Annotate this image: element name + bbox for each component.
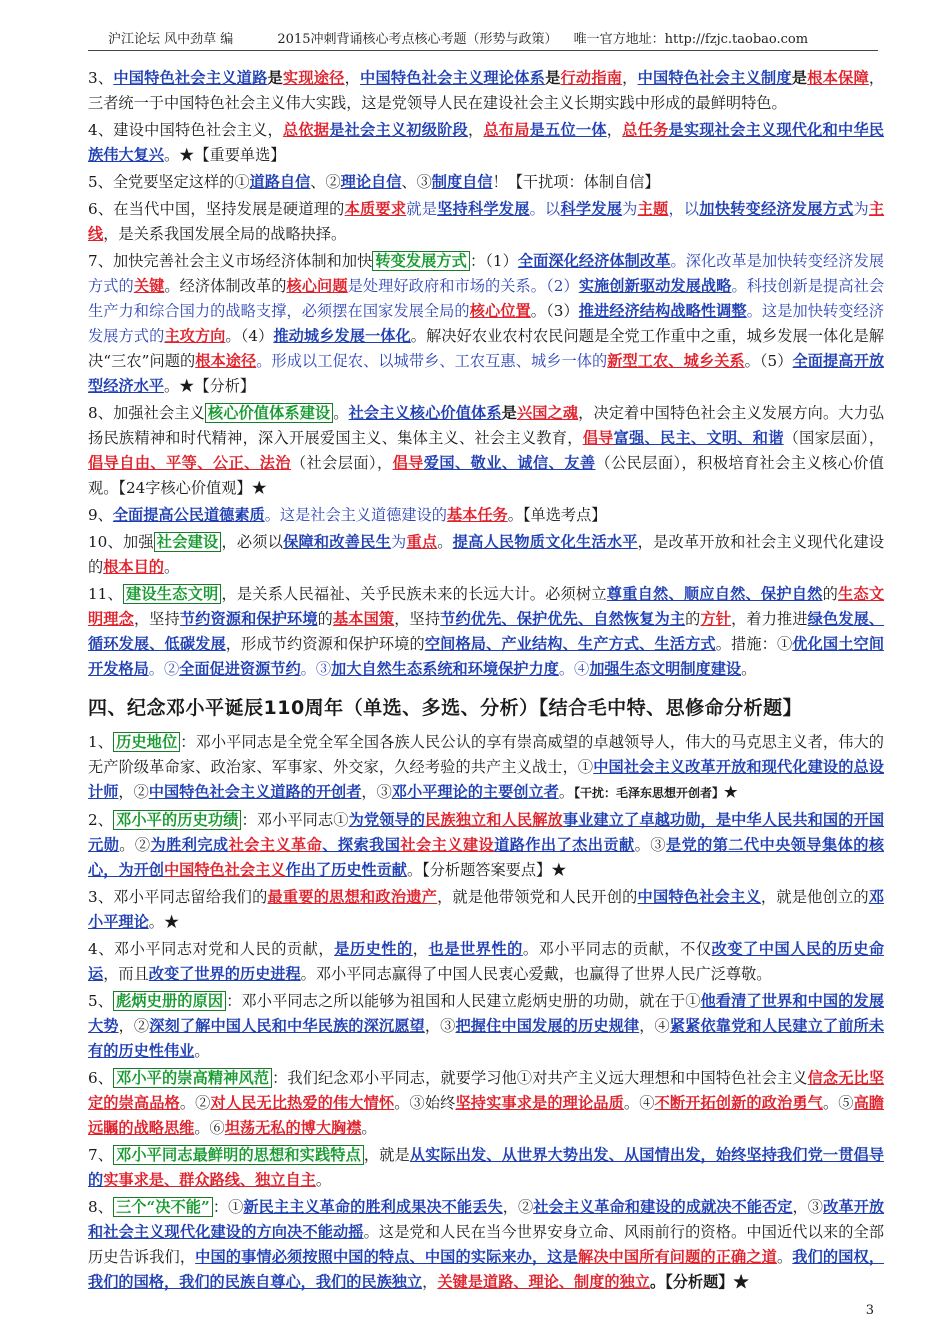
text-run: 全面提高开放型经济水平 bbox=[88, 352, 885, 395]
text-run: ★ bbox=[724, 783, 738, 801]
text-run: 。（5） bbox=[744, 352, 793, 370]
text-run: 。 bbox=[194, 1042, 210, 1060]
text-run: 的 bbox=[822, 585, 839, 603]
text-run: 2、 bbox=[88, 811, 114, 829]
text-run: 是 bbox=[501, 404, 517, 422]
text-run: 事业建立了卓越功勋，是中华人民共和国的开国元勋 bbox=[88, 811, 885, 854]
text-run: 节约优先、保护优先、自然恢复为主 bbox=[440, 610, 686, 628]
text-run: 生态文明理念 bbox=[88, 585, 885, 628]
text-run: 。★【分析】 bbox=[163, 377, 256, 395]
text-run: 最重要的思想和政治遗产 bbox=[267, 888, 438, 906]
boxed-keyword: 历史地位 bbox=[113, 732, 180, 752]
boxed-keyword: 核心价值体系建设 bbox=[205, 403, 333, 423]
text-run: 是 bbox=[545, 69, 561, 87]
text-run: 。④ bbox=[558, 660, 590, 678]
text-run: ，坚持 bbox=[394, 610, 441, 628]
text-run: 重点 bbox=[406, 533, 438, 551]
text-run: （国家层面）， bbox=[783, 429, 885, 447]
text-run: 保障和改善民生 bbox=[283, 533, 392, 551]
text-run: 主线 bbox=[88, 200, 885, 243]
text-run: 为胜利完成 bbox=[150, 836, 229, 854]
text-run: 。经济体制改革的 bbox=[164, 277, 287, 295]
text-run: 主题 bbox=[637, 200, 669, 218]
item-7 bbox=[88, 1143, 884, 1193]
text-run: 根本途径 bbox=[195, 352, 257, 370]
text-run: ：邓小平同志之所以能够为祖国和人民建立彪炳史册的功勋，就在于① bbox=[226, 992, 701, 1010]
text-run: 推动城乡发展一体化 bbox=[273, 327, 411, 345]
text-run: ，② bbox=[118, 1017, 150, 1035]
text-run: ，坚持 bbox=[133, 610, 180, 628]
text-run: 。【分析题】★ bbox=[649, 1273, 749, 1291]
text-run: 坚持实事求是的理论品质 bbox=[455, 1094, 624, 1112]
item-8 bbox=[88, 1195, 884, 1295]
text-run: 尊重自然、顺应自然、保护自然 bbox=[606, 585, 823, 603]
text-run: 。⑤ bbox=[822, 1094, 854, 1112]
text-run: 中国的事情必须按照中国的特点、中国的实际来办，这是 bbox=[195, 1248, 578, 1266]
text-run: 主攻方向 bbox=[164, 327, 226, 345]
text-run: 科学发展 bbox=[560, 200, 623, 218]
text-run: 7、 bbox=[88, 1146, 114, 1164]
text-run: 总依据 bbox=[282, 121, 330, 139]
text-run: 加大自然生态系统和环境保护力度 bbox=[331, 660, 559, 678]
text-run: 。这是社会主义道德建设的 bbox=[264, 506, 447, 524]
text-run: 。解决好农业农村农民问题是全党工作重中之重，城乡发展一体化是解决“三农”问题的 bbox=[88, 327, 885, 370]
section-heading: 四、纪念邓小平诞辰110周年（单选、多选、分析）【结合毛中特、思修命分析题】 bbox=[88, 697, 803, 719]
text-run: 是处理好政府和市场的关系。（2） bbox=[347, 277, 579, 295]
text-run: 。【单选考点】 bbox=[507, 506, 607, 524]
text-run: ：邓小平同志是全党全军全国各族人民公认的享有崇高威望的卓越领导人，伟大的马克思主义者，伟大的无产阶级革命家、政治家、军事家、外交家，久经考验的共产主义战士，① bbox=[88, 733, 884, 776]
text-run: ，三者统一于中国特色社会主义伟大实践，这是党领导人民在建设社会主义长期实践中形成的最鲜明特色。 bbox=[88, 69, 885, 112]
text-run: 富强、民主、文明、和谐 bbox=[613, 429, 784, 447]
text-run: 民族独立和人民解放 bbox=[425, 811, 563, 829]
paragraph-6 bbox=[88, 197, 884, 247]
boxed-keyword: 三个“决不能” bbox=[113, 1197, 213, 1217]
text-run: 。③ bbox=[634, 836, 666, 854]
text-run: 绿色发展、循环发展、低碳发展 bbox=[88, 610, 885, 653]
text-run: 6、 bbox=[88, 1069, 114, 1087]
text-run: 4、建设中国特色社会主义， bbox=[88, 121, 283, 139]
text-run: 总布局 bbox=[483, 121, 530, 139]
text-run: ：邓小平同志① bbox=[241, 811, 349, 829]
text-run: 是实现社会主义现代化和中华民族伟大复兴 bbox=[88, 121, 885, 164]
text-run: 是五位一体 bbox=[529, 121, 607, 139]
text-run: 对人民无比热爱的伟大情怀 bbox=[210, 1094, 395, 1112]
paragraph-4 bbox=[88, 118, 884, 168]
text-run: 中国特色社会主义 bbox=[163, 861, 286, 879]
text-run: 高瞻远瞩的战略思维 bbox=[88, 1094, 885, 1137]
text-run: ， bbox=[422, 1273, 438, 1291]
text-run: 行动指南 bbox=[560, 69, 623, 87]
text-run: 改变了世界的历史进程 bbox=[148, 965, 301, 983]
text-run: 实现途径 bbox=[282, 69, 345, 87]
boxed-keyword: 社会建设 bbox=[154, 532, 222, 552]
text-run: 深刻了解中国人民和中华民族的深沉愿望 bbox=[149, 1017, 425, 1035]
text-run: 10、加强 bbox=[88, 533, 154, 551]
text-run: 是历史性的 bbox=[334, 940, 413, 958]
text-run: ，是关系人民福祉、关乎民族未来的长远大计。必须树立 bbox=[221, 585, 607, 603]
text-run: ，② bbox=[118, 783, 149, 801]
text-run: 是社会主义初级阶段 bbox=[329, 121, 468, 139]
text-run: 关键 bbox=[133, 277, 165, 295]
text-run: 加强生态文明制度建设 bbox=[589, 660, 742, 678]
text-run: 。邓小平同志的贡献，不仅 bbox=[522, 940, 712, 958]
text-run: 3、邓小平同志留给我们的 bbox=[88, 888, 268, 906]
text-run: 。深化改革是加快转变经济发展方式的 bbox=[88, 252, 885, 295]
text-run: 中国特色社会主义制度 bbox=[637, 69, 792, 87]
text-run: 全面提高公民道德素质 bbox=[112, 506, 265, 524]
text-run: ，必须以 bbox=[221, 533, 284, 551]
text-run: 。③始终 bbox=[394, 1094, 456, 1112]
text-run: 节约资源和保护环境 bbox=[179, 610, 318, 628]
text-run: 为 bbox=[391, 533, 407, 551]
header-url: 唯一官方地址：http://fzjc.taobao.com bbox=[573, 32, 809, 47]
text-run: 他看清了世界和中国的发展大势 bbox=[88, 992, 885, 1035]
text-run: 。 bbox=[437, 533, 453, 551]
text-run: 5、 bbox=[88, 992, 114, 1010]
text-run: 、③ bbox=[401, 173, 432, 191]
text-run: 是 bbox=[267, 69, 283, 87]
text-run: ，④ bbox=[639, 1017, 670, 1035]
text-run: 改变了中国人民的历史命运 bbox=[88, 940, 885, 983]
text-run: 11、 bbox=[88, 585, 123, 603]
text-run: 。以 bbox=[529, 200, 561, 218]
text-run: ，是改革开放和社会主义现代化建设的 bbox=[88, 533, 885, 576]
text-run: 。这是党和人民在当今世界安身立命、风雨前行的资格。中国近代以来的全部历史告诉我们， bbox=[88, 1223, 885, 1266]
text-run: 。★【重要单选】 bbox=[163, 146, 286, 164]
header-title: 2015冲刺背诵核心考点核心考题（形势与政策） bbox=[277, 32, 558, 47]
item-5 bbox=[88, 989, 884, 1064]
text-run: 也是世界性的 bbox=[428, 940, 523, 958]
text-run: 信念无比坚定的崇高品格 bbox=[88, 1069, 885, 1112]
boxed-keyword: 转变发展方式 bbox=[372, 251, 470, 271]
text-run: 。② bbox=[148, 660, 180, 678]
text-run: 基本国策 bbox=[332, 610, 395, 628]
text-run: 中国特色社会主义道路 bbox=[113, 69, 268, 87]
text-run: 紧紧依靠党和人民建立了前所未有的历史性伟业 bbox=[88, 1017, 885, 1060]
paragraph-11 bbox=[88, 582, 884, 682]
text-run: 、探索我国 bbox=[322, 836, 401, 854]
item-3 bbox=[88, 885, 884, 935]
boxed-keyword: 彪炳史册的原因 bbox=[113, 991, 226, 1011]
text-run: 7、加快完善社会主义市场经济体制和加快 bbox=[88, 252, 373, 270]
text-run: 道路自信 bbox=[249, 173, 311, 191]
text-run: 道路作出了杰出贡献 bbox=[494, 836, 635, 854]
text-run: 为党领导的 bbox=[348, 811, 426, 829]
document-body bbox=[88, 66, 884, 1297]
text-run: 为 bbox=[622, 200, 638, 218]
text-run: 社会主义核心价值体系 bbox=[348, 404, 502, 422]
text-run: 改革开放和社会主义现代化建设的方向决不能动摇 bbox=[88, 1198, 885, 1241]
text-run: 。 bbox=[315, 1171, 331, 1189]
text-run: ，就是 bbox=[363, 1146, 410, 1164]
text-run: ，就是他带领党和人民开创的 bbox=[437, 888, 638, 906]
text-run: 不断开拓创新的政治勇气 bbox=[654, 1094, 823, 1112]
text-run: 总任务 bbox=[622, 121, 669, 139]
text-run: 从实际出发、从世界大势出发、从国情出发，始终坚持我们党一贯倡导的 bbox=[88, 1146, 885, 1189]
text-run: ， bbox=[467, 121, 484, 139]
text-run: ，形成节约资源和保护环境的 bbox=[225, 635, 425, 653]
text-run: 中国特色社会主义 bbox=[637, 888, 761, 906]
text-run: 。④ bbox=[623, 1094, 655, 1112]
text-run: 是 bbox=[791, 69, 808, 87]
text-run: 就是 bbox=[406, 200, 438, 218]
text-run: 中国特色社会主义理论体系 bbox=[360, 69, 546, 87]
text-run: 。 bbox=[163, 558, 180, 576]
text-run: 。（4） bbox=[225, 327, 274, 345]
text-run: ，是关系我国发展全局的战略抉择。 bbox=[103, 225, 347, 243]
text-run: 兴国之魂 bbox=[516, 404, 579, 422]
text-run: 倡导 bbox=[392, 454, 424, 472]
text-run: ， bbox=[412, 940, 429, 958]
text-run: 提高人民物质文化生活水平 bbox=[452, 533, 638, 551]
item-6 bbox=[88, 1066, 884, 1141]
text-run: 。 bbox=[361, 1119, 377, 1137]
text-run: 新民主主义革命的胜利成果决不能丢失 bbox=[243, 1198, 503, 1216]
text-run: 制度自信 bbox=[431, 173, 493, 191]
text-run: ，③ bbox=[792, 1198, 824, 1216]
text-run: 3、 bbox=[88, 69, 114, 87]
boxed-keyword: 建设生态文明 bbox=[123, 584, 221, 604]
text-run: （社会层面）， bbox=[290, 454, 393, 472]
text-run: 。邓小平同志赢得了中国人民衷心爱戴，也赢得了世界人民广泛尊敬。 bbox=[300, 965, 772, 983]
item-1 bbox=[88, 730, 884, 806]
text-run: 本质要求 bbox=[344, 200, 407, 218]
boxed-keyword: 邓小平的历史功绩 bbox=[113, 810, 241, 830]
text-run: 。科技创新是提高社会生产力和综合国力的战略支撑，必须摆在国家发展全局的 bbox=[88, 277, 885, 320]
text-run: ，② bbox=[502, 1198, 534, 1216]
text-run: 社会主义革命和建设的成就决不能否定 bbox=[533, 1198, 793, 1216]
text-run: ， bbox=[606, 121, 623, 139]
text-run: 5、全党要坚定这样的① bbox=[88, 173, 250, 191]
paragraph-8 bbox=[88, 401, 884, 501]
text-run: 实施创新驱动发展战略 bbox=[578, 277, 732, 295]
text-run: ！【干扰项：体制自信】 bbox=[492, 173, 660, 191]
text-run: 倡导 bbox=[582, 429, 614, 447]
text-run: 关键是道路、理论、制度的独立 bbox=[437, 1273, 650, 1291]
paragraph-3 bbox=[88, 66, 884, 116]
text-run: 加快转变经济发展方式 bbox=[699, 200, 854, 218]
text-run: 推进经济结构战略性调整 bbox=[578, 302, 747, 320]
text-run: 作出了历史性贡献 bbox=[285, 861, 407, 879]
page-number: 3 bbox=[865, 1303, 874, 1318]
text-run: ，着力推进 bbox=[731, 610, 808, 628]
text-run: ， bbox=[344, 69, 361, 87]
text-run: ：① bbox=[212, 1198, 244, 1216]
text-run: ，决定着中国特色社会主义发展方向。大力弘扬民族精神和时代精神，深入开展爱国主义、集体主义、社会主义教育， bbox=[88, 404, 885, 447]
text-run: 坦荡无私的博大胸襟 bbox=[224, 1119, 362, 1137]
text-run: 基本任务 bbox=[446, 506, 508, 524]
text-run: 。★ bbox=[148, 913, 180, 931]
text-run: 坚持科学发展 bbox=[437, 200, 530, 218]
text-run: 社会主义建设 bbox=[400, 836, 495, 854]
text-run: 。② bbox=[119, 836, 151, 854]
text-run: 8、加强社会主义 bbox=[88, 404, 205, 422]
text-run: 。③ bbox=[300, 660, 331, 678]
text-run: 为 bbox=[853, 200, 869, 218]
boxed-keyword: 邓小平的崇高精神风范 bbox=[113, 1068, 272, 1088]
text-run: 。 bbox=[333, 404, 349, 422]
text-run: 。⑥ bbox=[194, 1119, 225, 1137]
text-run: ， bbox=[622, 69, 638, 87]
text-run: 6、在当代中国，坚持发展是硬道理的 bbox=[88, 200, 345, 218]
text-run: 邓小平理论的主要创立者 bbox=[391, 783, 559, 801]
text-run: 新型工农、城乡关系 bbox=[607, 352, 745, 370]
text-run: 社会主义革命 bbox=[228, 836, 323, 854]
text-run: 。措施：① bbox=[715, 635, 793, 653]
text-run: 核心位置 bbox=[469, 302, 531, 320]
text-run: 全面深化经济体制改革 bbox=[517, 252, 671, 270]
text-run: 全面促进资源节约 bbox=[179, 660, 301, 678]
paragraph-10 bbox=[88, 530, 884, 580]
item-4 bbox=[88, 937, 884, 987]
text-run: ：我们纪念邓小平同志，就要学习他①对共产主义远大理想和中国特色社会主义 bbox=[272, 1069, 808, 1087]
text-run: 根本保障 bbox=[807, 69, 869, 87]
page-header bbox=[88, 28, 878, 51]
text-run: 方针 bbox=[700, 610, 732, 628]
text-run: 【干扰：毛泽东思想开创者】 bbox=[574, 786, 725, 800]
text-run: 。（3） bbox=[530, 302, 579, 320]
text-run: 1、 bbox=[88, 733, 114, 751]
text-run: 倡导自由、平等、公正、法治 bbox=[88, 454, 291, 472]
text-run: 。形成以工促农、以城带乡、工农互惠、城乡一体的 bbox=[256, 352, 608, 370]
text-run: 核心问题 bbox=[286, 277, 348, 295]
text-run: 、② bbox=[310, 173, 341, 191]
text-run: ，而且 bbox=[103, 965, 149, 983]
text-run: 。② bbox=[179, 1094, 211, 1112]
text-run: ，③ bbox=[424, 1017, 456, 1035]
text-run: 实事求是、群众路线、独立自主 bbox=[103, 1171, 316, 1189]
text-run: 解决中国所有问题的正确之道 bbox=[577, 1248, 777, 1266]
text-run: ：（1） bbox=[469, 252, 518, 270]
text-run: 。 bbox=[558, 783, 574, 801]
paragraph-5 bbox=[88, 170, 884, 195]
text-run: 。这是加快转变经济发展方式的 bbox=[88, 302, 885, 345]
text-run: ，就是他创立的 bbox=[760, 888, 869, 906]
paragraph-9 bbox=[88, 503, 884, 528]
boxed-keyword: 邓小平同志最鲜明的思想和实践特点 bbox=[113, 1145, 364, 1165]
header-author: 沪江论坛 风中劲草 编 bbox=[108, 32, 234, 47]
text-run: 邓小平理论 bbox=[88, 888, 885, 931]
text-run: 的 bbox=[317, 610, 333, 628]
text-run: 。【分析题答案要点】★ bbox=[406, 861, 567, 879]
text-run: 根本目的 bbox=[103, 558, 164, 576]
text-run: 。 bbox=[776, 1248, 793, 1266]
text-run: 我们的国权，我们的国格，我们的民族自尊心，我们的民族独立 bbox=[88, 1248, 885, 1291]
text-run: 。 bbox=[741, 660, 757, 678]
text-run: 理论自信 bbox=[340, 173, 402, 191]
text-run: 中国社会主义改革开放和现代化建设的总设计师 bbox=[88, 758, 885, 801]
item-2 bbox=[88, 808, 884, 883]
text-run: ，以 bbox=[668, 200, 700, 218]
text-run: 8、 bbox=[88, 1198, 113, 1216]
text-run: 9、 bbox=[88, 506, 113, 524]
text-run: ，③ bbox=[361, 783, 392, 801]
text-run: 爱国、敬业、诚信、友善 bbox=[423, 454, 596, 472]
paragraph-7 bbox=[88, 249, 884, 399]
text-run: 是党的第二代中央领导集体的核心，为开创 bbox=[88, 836, 885, 879]
text-run: 把握住中国发展的历史规律 bbox=[455, 1017, 640, 1035]
text-run: 的 bbox=[685, 610, 701, 628]
text-run: （公民层面），积极培育社会主义核心价值观。【24字核心价值观】★ bbox=[88, 454, 884, 497]
text-run: 4、邓小平同志对党和人民的贡献， bbox=[88, 940, 335, 958]
text-run: 空间格局、产业结构、生产方式、生活方式 bbox=[424, 635, 716, 653]
text-run: 优化国土空间开发格局 bbox=[88, 635, 885, 678]
text-run: 中国特色社会主义道路的开创者 bbox=[148, 783, 362, 801]
